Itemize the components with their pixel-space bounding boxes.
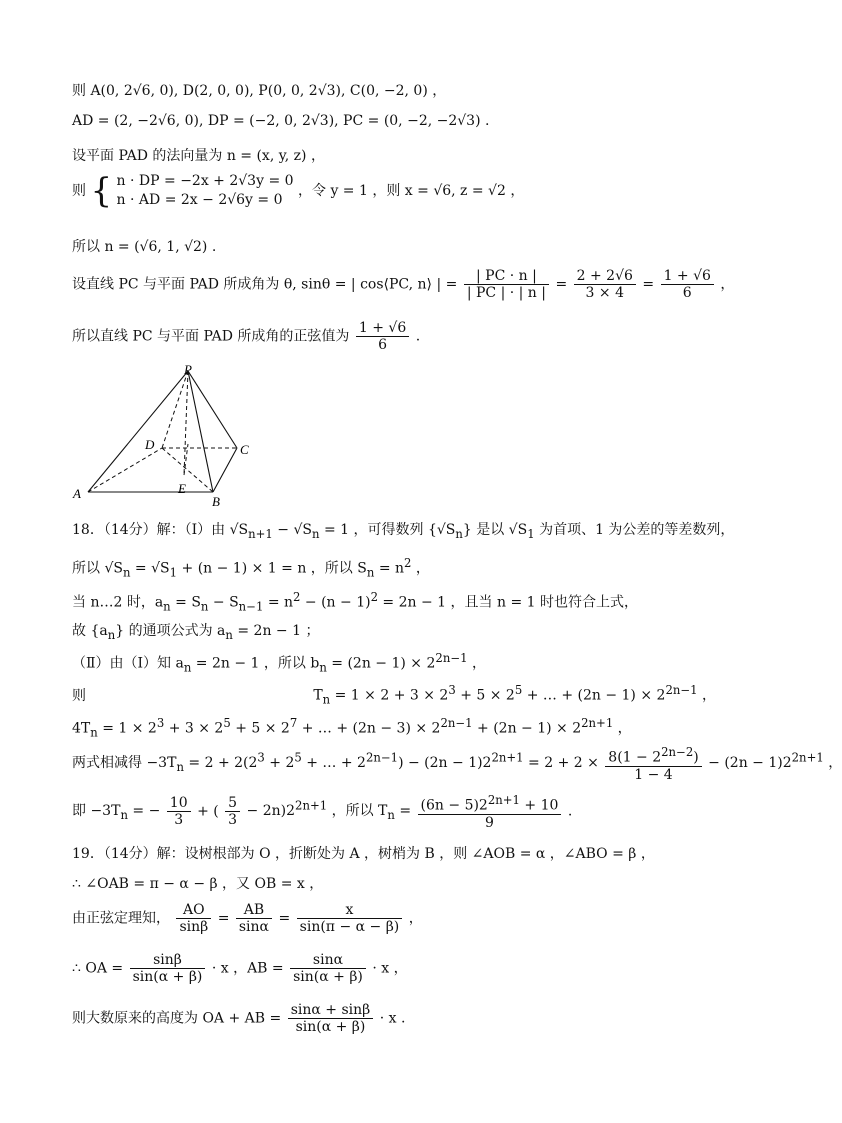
conclusion-fraction: [356, 320, 409, 353]
fraction-numerator: x: [297, 902, 403, 919]
fraction-numeric: [574, 268, 636, 301]
fraction-height: [288, 1002, 374, 1035]
height-suffix: · x .: [379, 1010, 406, 1027]
fraction-numerator: sinα + sinβ: [288, 1002, 374, 1019]
pyramid-figure: [70, 362, 260, 510]
fraction-ten-thirds: [167, 795, 191, 828]
fraction-denominator: sin(α + β): [293, 969, 363, 985]
fraction-numerator: | PC · n |: [464, 268, 549, 285]
comma: ，: [720, 276, 735, 293]
fraction-ab: [290, 952, 366, 985]
sine-law-intro: 由正弦定理知，: [72, 910, 170, 927]
tn-expansion: $T_n = 1 \times 2 + 3 \times 2^3 + 5 \times 2^5$ + … + $(2n - 1) \times 2^{2n-1}$ ，: [313, 683, 716, 707]
ab-suffix: · x ，: [372, 960, 408, 977]
label-C: C: [240, 442, 249, 457]
oa-prefix: ∴ OA =: [72, 960, 124, 977]
subtraction-rhs: − $(2n - 1)2^{2n+1}$ ，: [708, 750, 842, 772]
fraction-numerator: 1 + √6: [661, 268, 714, 285]
fraction-numerator: sinα: [290, 952, 366, 969]
fraction-numerator: AO: [176, 902, 211, 919]
fraction-numerator: sinβ: [130, 952, 206, 969]
sum-formula-line: 所以 $√S_n = √S_1 + (n - 1) \times 1 = n$ ，所以 $S_n = n^2$ ，: [72, 556, 430, 580]
fraction-denominator: sinβ: [179, 919, 209, 935]
equals-sign: =: [278, 910, 291, 927]
comma: ，: [408, 910, 423, 927]
fraction-ao-sinb: [176, 902, 211, 935]
part-two-then: 则: [72, 688, 86, 704]
equals-sign: =: [555, 276, 568, 293]
vectors-line: AD = (2, −2√6, 0), DP = (−2, 0, 2√3), PC = (0, −2, −2√3) .: [72, 113, 490, 129]
label-A: A: [73, 486, 81, 501]
edge-PA: [88, 371, 188, 492]
fraction-oa: [130, 952, 206, 985]
tn-result-a: 即 $-3T_n$ = −: [72, 803, 161, 823]
normal-vector-result: 所以 n = (√6, 1, √2) .: [72, 239, 217, 255]
equation-1: n · DP = −2x + 2√3y = 0: [116, 173, 294, 189]
edge-PC: [188, 371, 237, 448]
edge-PD-hidden: [162, 371, 188, 448]
part-two-intro: （Ⅱ）由（Ⅰ）知 $a_n = 2n - 1$ ，所以 $b_n = (2n - 1) \times 2^{2n-1}$ ，: [72, 651, 486, 675]
fraction-numerator: $8(1 - 2^{2n-2})$: [605, 744, 701, 767]
general-term-result: 故 $\{a_n\}$ 的通项公式为 $a_n = 2n - 1$ ；: [72, 623, 320, 642]
fraction-denominator: sin(α + β): [132, 969, 203, 985]
height-line: [72, 1002, 405, 1035]
edge-PB: [188, 371, 213, 492]
fraction-denominator: sin(π − α − β): [299, 919, 400, 935]
normal-vector-intro: 设平面 PAD 的法向量为 n = (x, y, z) ，: [72, 148, 325, 164]
angle-oab-line: ∴ ∠OAB = π − α − β ，又 OB = x ，: [72, 876, 324, 892]
conclusion-line: [72, 320, 420, 353]
fraction-denominator: 3: [228, 811, 238, 828]
edge-BC: [213, 448, 237, 492]
fraction-numerator: 10: [167, 795, 191, 812]
fraction-numerator: AB: [236, 902, 272, 919]
angle-sine-lhs: 设直线 PC 与平面 PAD 所成角为 θ, sinθ = | cos⟨PC, n⟩ | =: [72, 276, 458, 293]
fraction-denominator: | PC | · | n |: [466, 285, 546, 301]
height-prefix: 则大数原来的高度为 OA + AB =: [72, 1010, 282, 1027]
period: .: [567, 803, 573, 820]
fraction-denominator: sinα: [238, 919, 270, 935]
fraction-denominator: 3: [174, 811, 184, 828]
equals-sign: =: [217, 910, 230, 927]
label-E: E: [178, 481, 186, 496]
fraction-denominator: 1 − 4: [634, 766, 673, 783]
equals-sign: =: [642, 276, 655, 293]
tn-result-line: [72, 792, 572, 831]
fraction-numerator: $(6n - 5)2^{2n+1} + 10$: [418, 792, 562, 815]
fraction-numerator: 1 + √6: [356, 320, 409, 337]
four-tn-expansion: $4T_n = 1 \times 2^3 + 3 \times 2^5 + 5 \times 2^7$ + … + $(2n - 3) \times 2^{2n-1} + (2n - 1) \times 2^{2n+1}$ ，: [72, 716, 632, 740]
fraction-denominator: 9: [485, 814, 494, 831]
subtraction-line: [72, 744, 842, 783]
fraction-ab-sina: [236, 902, 272, 935]
fraction-denominator: sin(α + β): [295, 1019, 366, 1035]
fraction-simplified: [661, 268, 714, 301]
brace-symbol: {: [90, 171, 113, 211]
fraction-x-sin: [297, 902, 403, 935]
problem-19-header: 19．（14分）解：设树根部为 O ，折断处为 A ，树梢为 B ，则 ∠AOB = α ，∠ABO = β ，: [72, 846, 655, 862]
edge-AD-hidden: [88, 448, 162, 492]
system-suffix: ，令 y = 1 ，则 x = √6, z = √2 ，: [298, 183, 525, 199]
sine-law-line: [72, 902, 423, 935]
label-D: D: [145, 437, 155, 452]
geometric-sum-fraction: [605, 744, 701, 783]
fraction-denominator: 3 × 4: [585, 285, 624, 301]
fraction-five-thirds: [225, 795, 240, 828]
ab-prefix: · x ，AB =: [211, 960, 284, 977]
subtraction-lhs: 两式相减得 $-3T_n = 2 + 2(2^3 + 2^5$ + … + $2^{2n-1}) - (2n - 1)2^{2n+1} = 2 + 2$ ×: [72, 750, 599, 775]
problem-18-header: 18．（14分）解：（Ⅰ）由 $√S_{n+1} - √S_n = 1$ ，可得数列 $\{√S_n\}$ 是以 $√S_1$ 为首项、1 为公差的等差数列，: [72, 522, 735, 541]
period: .: [415, 328, 421, 345]
fraction-numerator: 5: [225, 795, 240, 812]
tn-result-c: − $2n)2^{2n+1}$ ，所以 $T_n$ =: [246, 798, 412, 823]
conclusion-text: 所以直线 PC 与平面 PAD 所成角的正弦值为: [72, 328, 350, 345]
fraction-denominator: 6: [682, 285, 692, 301]
system-prefix: 则: [72, 183, 86, 199]
coords-line: 则 A(0, 2√6, 0), D(2, 0, 0), P(0, 0, 2√3), C(0, −2, 0) ，: [72, 83, 447, 99]
fraction-denominator: 6: [378, 337, 387, 353]
tn-result-b: + (: [197, 803, 219, 820]
equation-2: n · AD = 2x − 2√6y = 0: [116, 192, 283, 208]
general-term-derivation: 当 n…2 时，$a_n = S_n - S_{n-1} = n^2 - (n - 1)^2 = 2n - 1$ ，且当 n = 1 时也符合上式，: [72, 590, 638, 614]
fraction-dot-over-norms: [464, 268, 549, 301]
equation-system: [72, 172, 524, 210]
fraction-numerator: 2 + 2√6: [574, 268, 636, 285]
oa-ab-line: [72, 952, 408, 985]
tn-final-fraction: [418, 792, 562, 831]
angle-sine-line: [72, 268, 734, 301]
label-B: B: [212, 494, 220, 509]
label-P: P: [184, 362, 192, 377]
system-equations: [117, 172, 294, 210]
